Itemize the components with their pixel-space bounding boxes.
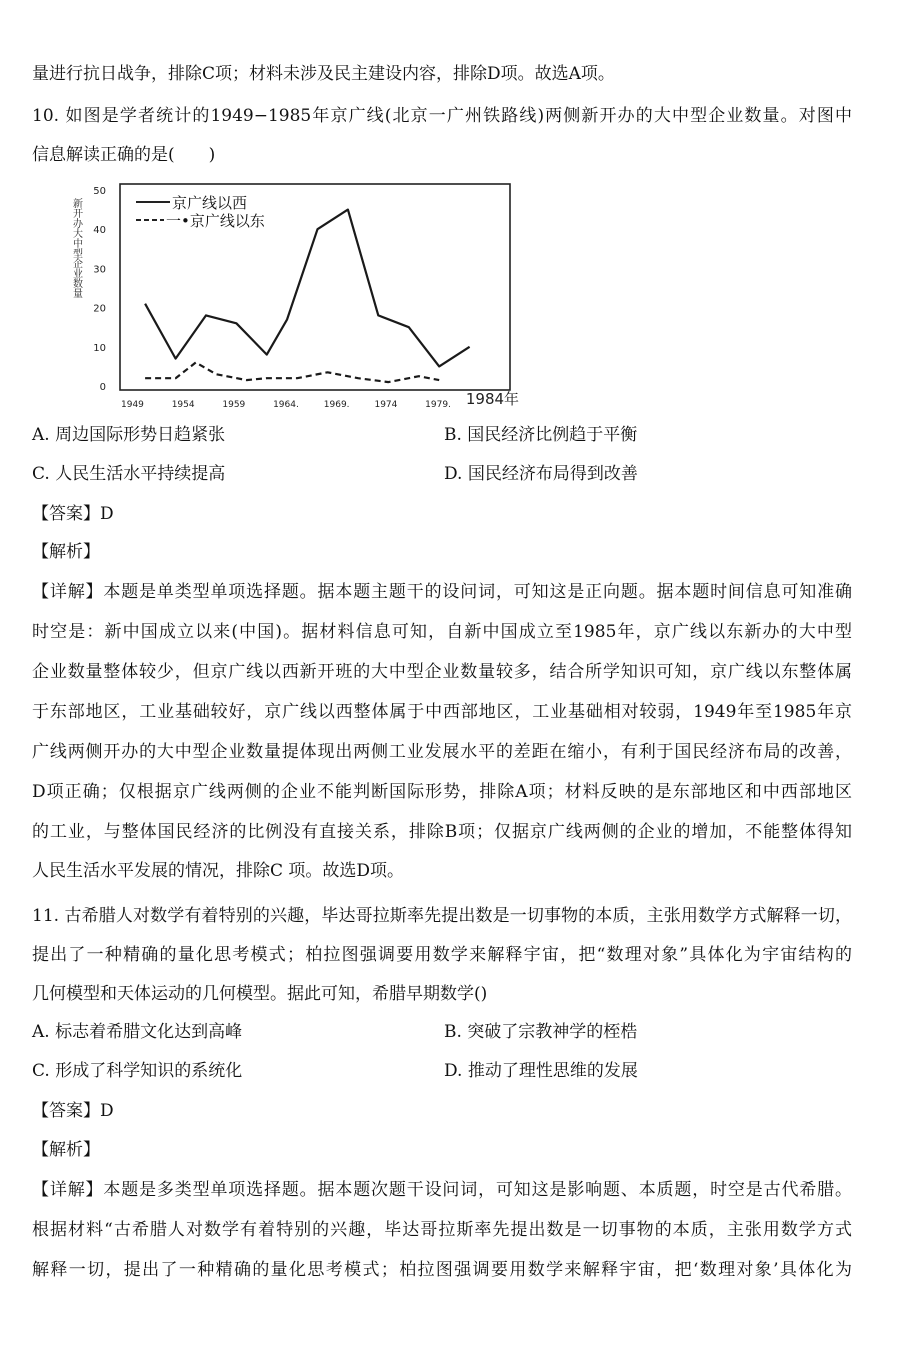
q10-answer: 【答案】D bbox=[32, 504, 114, 524]
y-tick-label: 50 bbox=[93, 186, 106, 197]
chart-y-axis-label: 新开办大中型企业数量 bbox=[70, 198, 82, 298]
q10-detail-line: 人民生活水平发展的情况，排除C 项。故选D项。 bbox=[32, 861, 405, 881]
question-10-stem-line-2: 信息解读正确的是( ) bbox=[32, 145, 216, 165]
legend-label-east: 一•京广线以东 bbox=[166, 212, 265, 230]
x-tick-label: 1954 bbox=[171, 400, 195, 408]
q11-answer: 【答案】D bbox=[32, 1101, 114, 1121]
series-line-east bbox=[145, 363, 439, 383]
q11-detail-line: 【详解】本题是多类型单项选择题。据本题次题干设问词，可知这是影响题、本质题，时空是古代希腊。 bbox=[32, 1180, 852, 1200]
x-tick-label: 1969. bbox=[323, 400, 350, 408]
q11-detail-line: 解释一切，提出了一种精确的量化思考模式；柏拉图强调要用数学来解释宇宙，把‘数理对象’具体化为 bbox=[32, 1260, 852, 1280]
q11-option-c: C. 形成了科学知识的系统化 bbox=[32, 1061, 243, 1081]
q10-detail-line: D项正确；仅根据京广线两侧的企业不能判断国际形势，排除A项；材料反映的是东部地区和中西部地区 bbox=[32, 782, 852, 802]
q10-detail-line: 广线两侧开办的大中型企业数量提体现出两侧工业发展水平的差距在缩小，有利于国民经济布局的改善， bbox=[32, 742, 852, 762]
q10-option-a: A. 周边国际形势日趋紧张 bbox=[32, 425, 226, 445]
q10-detail-line: 的工业，与整体国民经济的比例没有直接关系，排除B项；仅据京广线两侧的企业的增加，不能整体得知 bbox=[32, 822, 852, 842]
legend-label-west: 京广线以西 bbox=[172, 194, 248, 212]
q10-option-c: C. 人民生活水平持续提高 bbox=[32, 464, 226, 484]
chart-series-lines bbox=[145, 210, 470, 383]
q11-option-d: D. 推动了理性思维的发展 bbox=[444, 1061, 638, 1081]
question-11-stem-line: 几何模型和天体运动的几何模型。据此可知，希腊早期数学() bbox=[32, 984, 488, 1004]
q11-analysis-heading: 【解析】 bbox=[32, 1140, 100, 1160]
question-11-stem-line: 提出了一种精确的量化思考模式；柏拉图强调要用数学来解释宇宙，把“数理对象”具体化为宇宙结构的 bbox=[32, 945, 852, 965]
q10-option-d: D. 国民经济布局得到改善 bbox=[444, 464, 638, 484]
chart-x-tick-labels bbox=[121, 390, 519, 408]
q11-option-a: A. 标志着希腊文化达到高峰 bbox=[32, 1022, 243, 1042]
q11-detail-line: 根据材料“古希腊人对数学有着特别的兴趣，毕达哥拉斯率先提出数是一切事物的本质，主张用数学方式 bbox=[32, 1220, 852, 1240]
q10-detail-line: 于东部地区，工业基础较好，京广线以西整体属于中西部地区，工业基础相对较弱，1949年至1985年京 bbox=[32, 702, 852, 722]
enterprise-count-line-chart bbox=[60, 178, 530, 408]
q11-option-b: B. 突破了宗教神学的桎梏 bbox=[444, 1022, 638, 1042]
x-tick-label: 1949 bbox=[121, 400, 144, 408]
y-tick-label: 40 bbox=[93, 225, 106, 237]
question-11-stem-line: 11. 古希腊人对数学有着特别的兴趣，毕达哥拉斯率先提出数是一切事物的本质，主张用数学方式解释一切， bbox=[32, 906, 852, 926]
x-tick-label: 1974 bbox=[374, 400, 398, 408]
y-tick-label: 0 bbox=[99, 382, 106, 393]
series-line-west bbox=[145, 210, 470, 367]
x-tick-label: 1984年 bbox=[465, 390, 520, 408]
y-tick-label: 10 bbox=[93, 342, 106, 354]
q10-detail-line: 企业数量整体较少，但京广线以西新开班的大中型企业数量较多，结合所学知识可知，京广线以东整体属 bbox=[32, 662, 852, 682]
x-tick-label: 1979. bbox=[425, 400, 451, 408]
x-tick-label: 1959 bbox=[222, 400, 246, 408]
y-tick-label: 30 bbox=[93, 264, 106, 276]
question-10-stem-line-1: 10. 如图是学者统计的1949−1985年京广线(北京一广州铁路线)两侧新开办的大中型企业数量。对图中 bbox=[32, 106, 852, 126]
x-tick-label: 1964. bbox=[273, 400, 299, 408]
q10-detail-line: 【详解】本题是单类型单项选择题。据本题主题干的设问词，可知这是正向题。据本题时间信息可知准确 bbox=[32, 582, 852, 602]
chart-y-tick-labels bbox=[93, 186, 106, 393]
y-tick-label: 20 bbox=[93, 303, 106, 315]
prev-explanation-tail: 量进行抗日战争，排除C项；材料未涉及民主建设内容，排除D项。故选A项。 bbox=[32, 64, 615, 84]
q10-detail-line: 时空是：新中国成立以来(中国)。据材料信息可知，自新中国成立至1985年，京广线以东新办的大中型 bbox=[32, 622, 852, 642]
chart-legend bbox=[136, 194, 265, 230]
q10-option-b: B. 国民经济比例趋于平衡 bbox=[444, 425, 638, 445]
q10-analysis-heading: 【解析】 bbox=[32, 542, 100, 562]
